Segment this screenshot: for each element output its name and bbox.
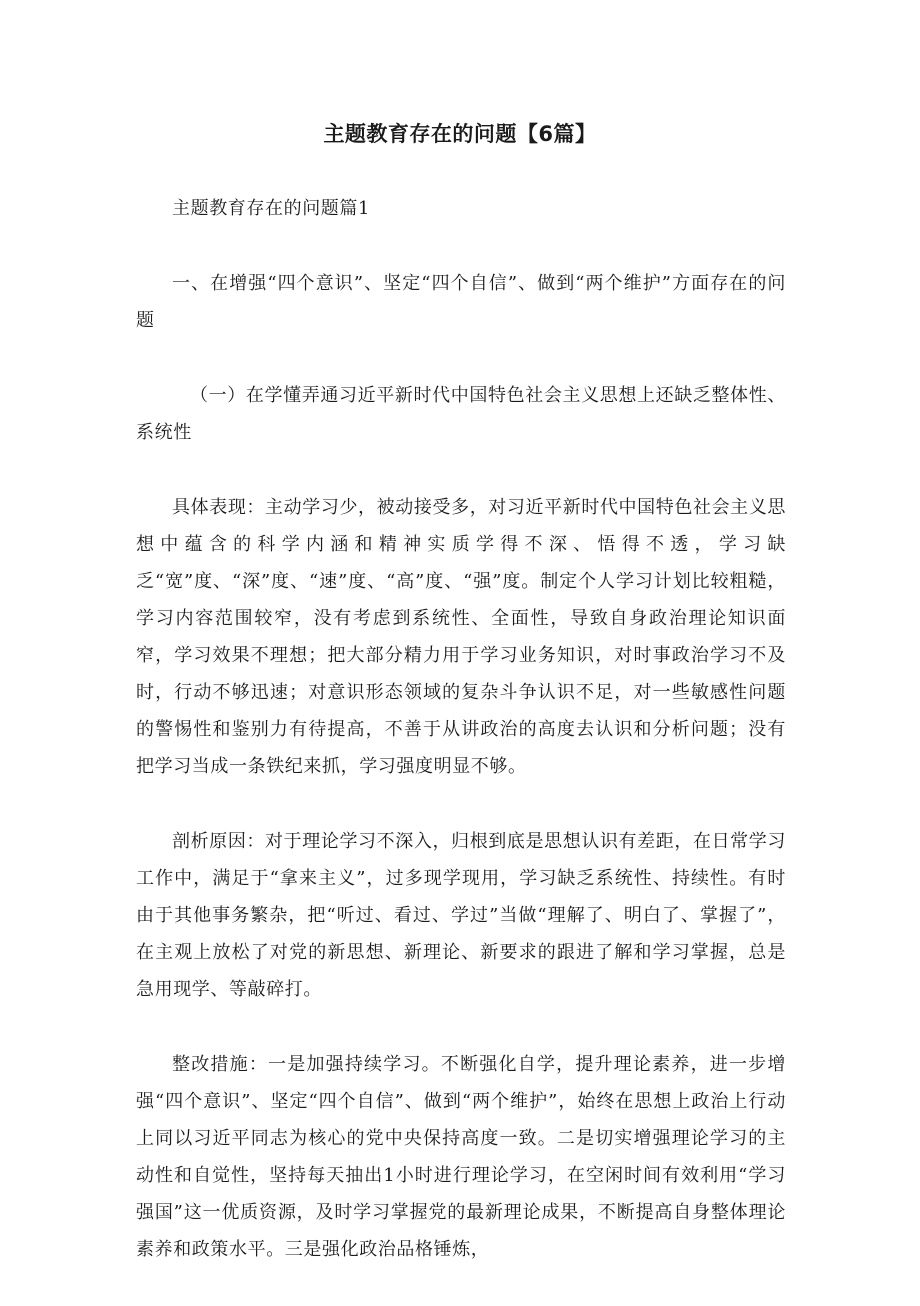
paragraph-analysis: 剖析原因：对于理论学习不深入，归根到底是思想认识有差距，在日常学习工作中，满足于“拿来主义”，过多现学现用，学习缺乏系统性、持续性。有时由于其他事务繁杂，把“听过、看过、学过”当做“理解了、明白了、掌握了”，在主观上放松了对党的新思想、新理论、新要求的跟进了解和学习掌握，总是急用现学、等敲碎打。 xyxy=(136,831,786,1000)
document-title: 主题教育存在的问题【6篇】 xyxy=(323,122,597,146)
item-heading: （一）在学懂弄通习近平新时代中国特色社会主义思想上还缺乏整体性、系统性 xyxy=(136,385,786,443)
section-heading: 主题教育存在的问题篇1 xyxy=(172,198,371,219)
paragraph-measures: 整改措施：一是加强持续学习。不断强化自学，提升理论素养，进一步增强“四个意识”、坚定“四个自信”、做到“两个维护”，始终在思想上政治上行动上同以习近平同志为核心的党中央保持高度一致。二是切实增强理论学习的主动性和自觉性，坚持每天抽出1小时进行理论学习，在空闲时间有效利用“学习强国”这一优质资源，及时学习掌握党的最新理论成果，不断提高自身整体理论素养和政策水平。三是强化政治品格锤炼， xyxy=(136,1054,786,1260)
paragraph-performance: 具体表现：主动学习少，被动接受多，对习近平新时代中国特色社会主义思想中蕴含的科学内涵和精神实质学得不深、悟得不透，学习缺乏“宽”度、“深”度、“速”度、“高”度、“强”度。制定个人学习计划比较粗糙，学习内容范围较窄，没有考虑到系统性、全面性，导致自身政治理论知识面窄，学习效果不理想；把大部分精力用于学习业务知识，对时事政治学习不及时，行动不够迅速；对意识形态领域的复杂斗争认识不足，对一些敏感性问题的警惕性和鉴别力有待提高，不善于从讲政治的高度去认识和分析问题；没有把学习当成一条铁纪来抓，学习强度明显不够。 xyxy=(136,497,786,777)
document-body xyxy=(136,190,786,1306)
subsection-heading: 一、在增强“四个意识”、坚定“四个自信”、做到“两个维护”方面存在的问题 xyxy=(136,273,786,331)
